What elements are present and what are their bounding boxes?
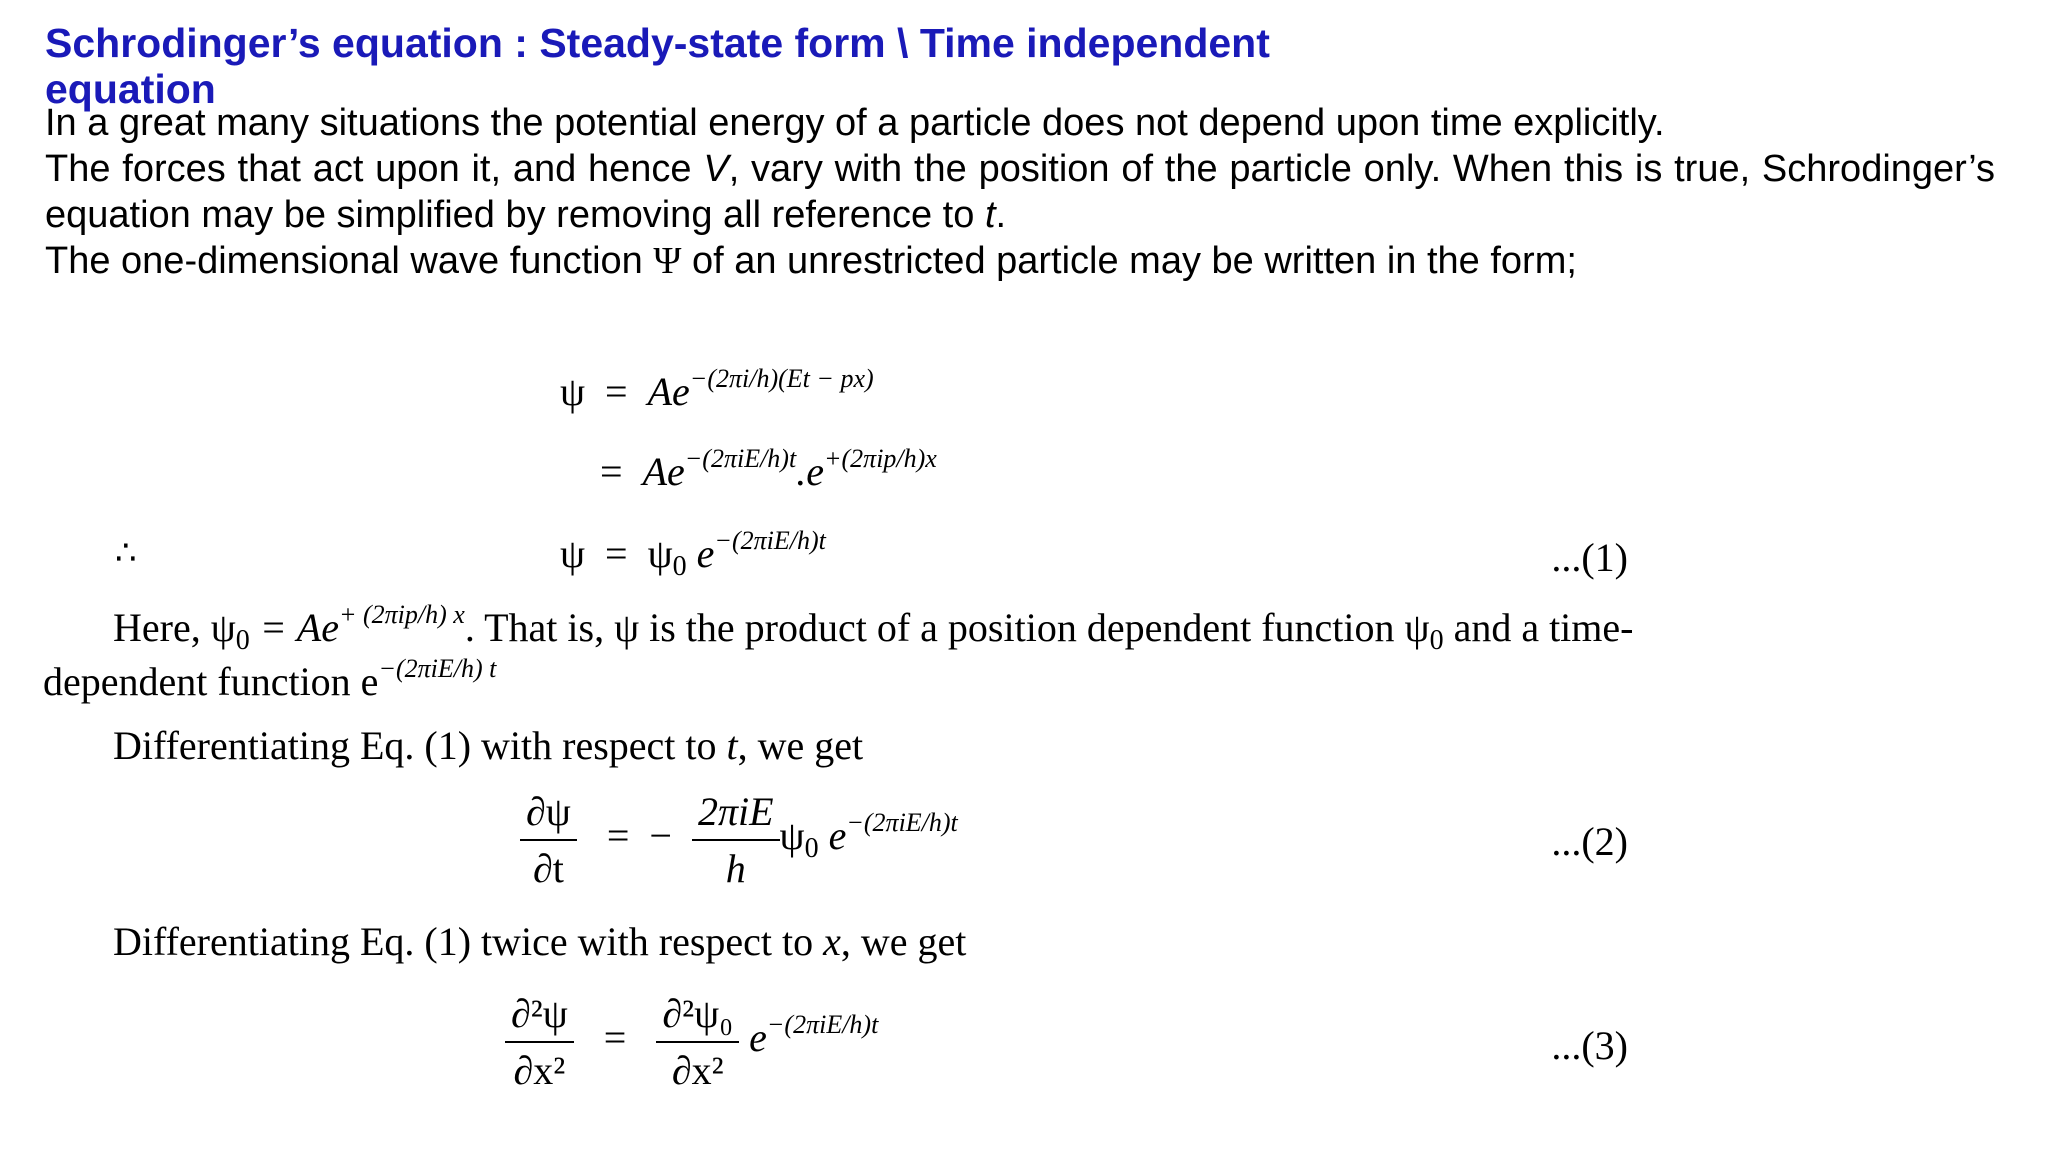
equation-a: $\psi = Ae^{-(2\pi i/h)(Et - px)}$ <box>560 364 874 414</box>
intro-line-1: In a great many situations the potential energy of a particle does not depend upon time explicitly. <box>45 102 1665 144</box>
slide-title: Schrodinger’s equation : Steady-state form \ Time independent equation <box>45 20 1270 112</box>
equation-1: $\psi = \psi_0$ $e^{-(2\pi iE/h)t}$ <box>560 526 826 582</box>
equation-number-1: ...(1) <box>1551 535 1628 580</box>
eq3-lhs-fraction: $\frac{\text{∂²ψ}}{\text{∂x²}}$ <box>505 990 574 1094</box>
intro-text <box>45 100 1995 284</box>
diff2-text: Differentiating Eq. (1) twice with respect to x, we get <box>113 919 967 964</box>
intro-line-2: The forces that act upon it, and hence V, vary with the position of the particle only. When this is true, Schrodinger’s equation may be simplified by removing all reference to t. <box>45 148 1995 236</box>
here-line-2: dependent function $e^{-(2\pi iE/h) t}$ <box>43 654 497 704</box>
therefore-symbol: ∴ <box>115 533 137 573</box>
equation-number-3: ...(3) <box>1551 1023 1628 1068</box>
diff1-text: Differentiating Eq. (1) with respect to t, we get <box>113 723 864 768</box>
intro-line-3: The one-dimensional wave function Ψ of an unrestricted particle may be written in the form; <box>45 240 1577 282</box>
eq2-rhs-fraction: $\frac{\text{2πiE}}{h}$ <box>692 788 780 892</box>
here-line-1: Here, $\psi_0 = Ae^{+ (2\pi ip/h) x}$. That is, ψ is the product of a position dependent function $\psi_0$ and a time- <box>113 600 1634 656</box>
equation-number-2: ...(2) <box>1551 819 1628 864</box>
equation-2: $\frac{\partial\psi}{\partial t}$ = − $\frac{\text{2πiE}}{h}$ $\psi_0$ $e^{-(2\pi iE/h)t}$ <box>520 788 958 892</box>
equation-b: = $Ae^{-(2\pi iE/h)t}.e^{+(2\pi ip/h)x}$ <box>600 444 937 494</box>
equation-3: $\frac{\text{∂²ψ}}{\text{∂x²}}$ = $\frac{\text{∂²ψ₀}}{\text{∂x²}}$ $e^{-(2\pi iE/h)t}$ <box>505 990 878 1094</box>
eq2-lhs-fraction: $\frac{\partial\psi}{\partial t}$ <box>520 788 577 892</box>
eq3-rhs-fraction: $\frac{\text{∂²ψ₀}}{\text{∂x²}}$ <box>656 990 739 1094</box>
